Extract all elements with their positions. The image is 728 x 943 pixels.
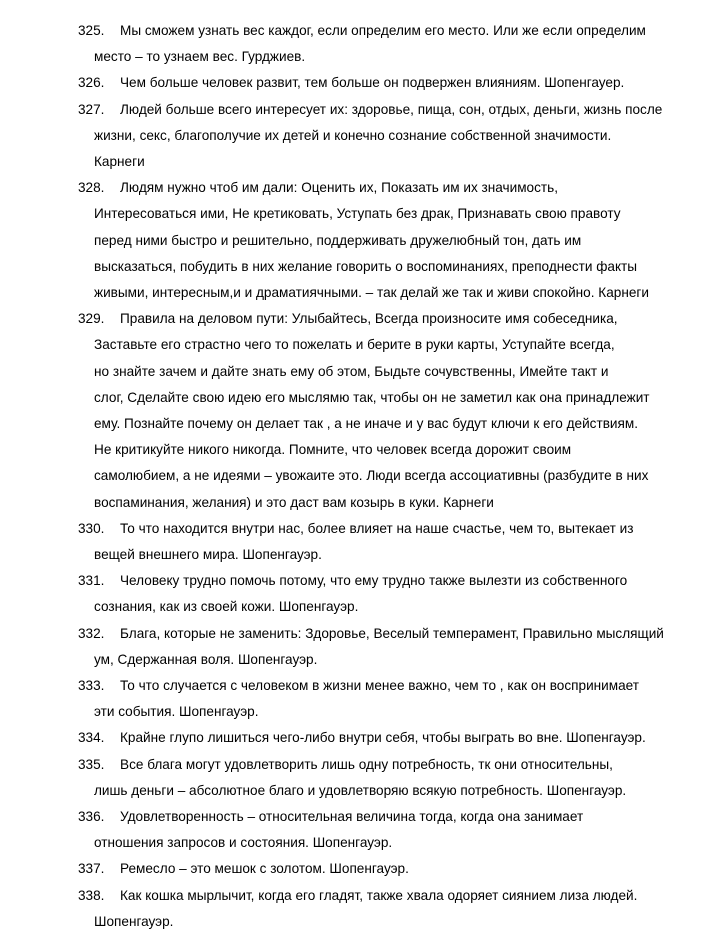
quote-continuation-line (78, 201, 710, 227)
quote-item (78, 97, 710, 176)
quote-text: То что находится внутри нас, более влияет на наше счастье, чем то, вытекает из (120, 520, 634, 536)
quote-continuation-line (78, 411, 710, 437)
quote-number: 335. (78, 756, 105, 772)
quote-number: 331. (78, 573, 105, 589)
quote-text: Заставьте его страстно чего то пожелать и берите в руки карты, Уступайте всегда, (94, 337, 615, 353)
quote-number: 338. (78, 887, 105, 903)
quote-number: 330. (78, 520, 105, 536)
quote-text: Крайне глупо лишиться чего-либо внутри себя, чтобы выграть во вне. Шопенгауэр. (120, 730, 646, 746)
quote-item (78, 856, 710, 882)
quote-first-line (78, 856, 710, 882)
quote-continuation-line (78, 594, 710, 620)
quote-text: Чем больше человек развит, тем больше он подвержен влияниям. Шопенгауер. (120, 75, 625, 91)
quote-first-line (78, 306, 710, 332)
quote-item (78, 725, 710, 751)
quote-number: 326. (78, 75, 105, 91)
quote-continuation-line (78, 44, 710, 70)
quote-first-line (78, 725, 710, 751)
quote-text: Блага, которые не заменить: Здоровье, Веселый темперамент, Правильно мыслящий (120, 625, 664, 641)
quote-continuation-line (78, 149, 710, 175)
quote-number: 333. (78, 678, 105, 693)
quote-continuation-line (78, 228, 710, 254)
quote-item (78, 673, 710, 725)
quote-text: Людей больше всего интересует их: здоровье, пища, сон, отдых, деньги, жизнь после (120, 101, 663, 117)
quote-number: 336. (78, 809, 105, 824)
quote-text: ему. Познайте почему он делает так , а не иначе и у вас будут ключи к его действиям. (94, 415, 639, 431)
quote-text: высказаться, побудить в них желание говорить о воспоминаниях, преподнести факты (94, 258, 638, 274)
quote-continuation-line (78, 909, 710, 935)
quote-first-line (78, 175, 710, 201)
quote-text: живыми, интересным,и и драматиячными. – так делай же так и живи спокойно. Карнеги (94, 284, 649, 300)
quote-item (78, 804, 710, 856)
quote-continuation-line (78, 463, 710, 489)
quote-continuation-line (78, 123, 710, 149)
quote-text: но знайте зачем и дайте знать ему об этом, Быдьте сочувственны, Имейте такт и (94, 363, 609, 379)
quote-text: Человеку трудно помочь потому, что ему трудно также вылезти из собственного (120, 573, 628, 589)
quote-first-line (78, 883, 710, 909)
quote-continuation-line (78, 647, 710, 673)
quote-first-line (78, 70, 710, 96)
quote-number: 332. (78, 625, 105, 641)
quote-text: Как кошка мырлычит, когда его гладят, также хвала одоряет сиянием лиза людей. (120, 887, 638, 903)
quote-number: 325. (78, 23, 105, 38)
quote-item (78, 306, 710, 516)
quote-continuation-line (78, 490, 710, 516)
quote-text: Шопенгауэр. (94, 913, 174, 929)
quote-continuation-line (78, 778, 710, 804)
quote-continuation-line (78, 830, 710, 856)
quote-text: ум, Сдержанная воля. Шопенгауэр. (94, 651, 318, 667)
quote-first-line (78, 804, 710, 830)
quote-text: самолюбием, а не идеями – увожаите это. Люди всегда ассоциативны (разбудите в них (94, 468, 649, 484)
quote-text: воспаминания, желания) и это даст вам козырь в куки. Карнеги (94, 494, 494, 510)
quote-item (78, 883, 710, 935)
quote-continuation-line (78, 254, 710, 280)
quote-text: Правила на деловом пути: Улыбайтесь, Всегда произносите имя собеседника, (120, 311, 618, 327)
quote-continuation-line (78, 359, 710, 385)
quote-number: 337. (78, 861, 105, 877)
quote-first-line (78, 673, 710, 699)
quote-number: 328. (78, 180, 105, 196)
quote-item (78, 568, 710, 620)
quote-text: сознания, как из своей кожи. Шопенгауэр. (94, 599, 359, 615)
quote-text: Карнеги (94, 153, 145, 169)
quote-item (78, 175, 710, 306)
quote-number: 329. (78, 311, 105, 327)
quote-item (78, 516, 710, 568)
quote-first-line (78, 18, 710, 44)
quote-text: Мы сможем узнать вес каждог, если определим его место. Или же если определим (120, 23, 646, 38)
quote-first-line (78, 568, 710, 594)
quote-continuation-line (78, 332, 710, 358)
quote-text: Не критикуйте никого никогда. Помните, что человек всегда дорожит своим (94, 442, 572, 458)
quote-text: эти события. Шопенгауэр. (94, 704, 259, 720)
quote-text: место – то узнаем вес. Гурджиев. (94, 49, 306, 65)
quote-text: Ремесло – это мешок с золотом. Шопенгауэр. (120, 861, 409, 877)
quote-continuation-line (78, 385, 710, 411)
quote-text: слог, Сделайте свою идею его мыслямю так, чтобы он не заметил как она принадлежит (94, 389, 650, 405)
quote-text: вещей внешнего мира. Шопенгауэр. (94, 546, 322, 562)
quote-continuation-line (78, 699, 710, 725)
quote-first-line (78, 621, 710, 647)
quote-text: лишь деньги – абсолютное благо и удовлетворяю всякую потребность. Шопенгауэр. (94, 782, 627, 798)
quote-continuation-line (78, 542, 710, 568)
quote-text: Интересоваться ими, Не кретиковать, Уступать без драк, Признавать свою правоту (94, 206, 621, 222)
quote-continuation-line (78, 437, 710, 463)
quote-text: Людям нужно чтоб им дали: Оценить их, Показать им их значимость, (120, 180, 558, 196)
quote-text: Все блага могут удовлетворить лишь одну потребность, тк они относительны, (120, 756, 613, 772)
quote-item (78, 621, 710, 673)
quote-text: перед ними быстро и решительно, поддерживать дружелюбный тон, дать им (94, 232, 582, 248)
quote-item (78, 18, 710, 70)
quote-number: 327. (78, 101, 105, 117)
quote-text: Удовлетворенность – относительная величина тогда, когда она занимает (120, 809, 584, 824)
quote-number: 334. (78, 730, 105, 746)
quote-item (78, 752, 710, 804)
quote-text: жизни, секс, благополучие их детей и конечно сознание собственной значимости. (94, 127, 612, 143)
quote-first-line (78, 516, 710, 542)
quote-first-line (78, 97, 710, 123)
quote-item (78, 70, 710, 96)
quote-continuation-line (78, 280, 710, 306)
quote-text: То что случается с человеком в жизни менее важно, чем то , как он воспринимает (120, 678, 640, 693)
quote-first-line (78, 752, 710, 778)
quote-text: отношения запросов и состояния. Шопенгауэр. (94, 835, 393, 851)
